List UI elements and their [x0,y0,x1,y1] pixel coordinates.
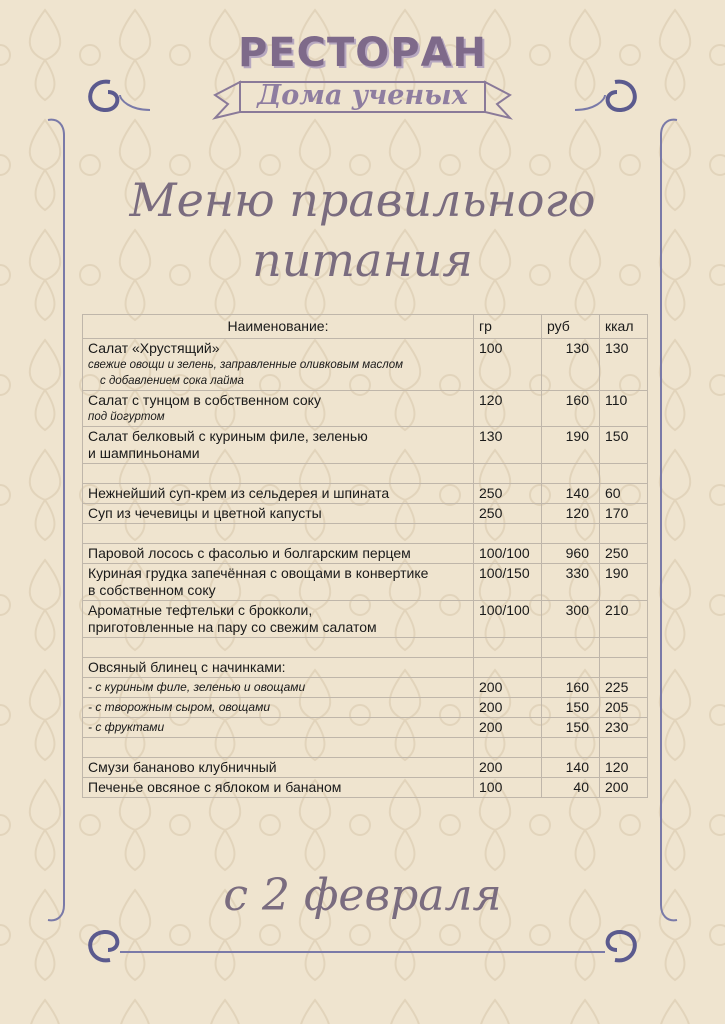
dish-price: 130 [542,339,600,391]
page-title-line2: питания [252,233,473,287]
dish-description: с добавлением сока лайма [100,375,244,387]
table-row [83,698,648,718]
table-row [83,391,648,427]
table-row [83,564,648,601]
dish-name: Смузи бананово клубничный [83,758,474,778]
dish-weight: 250 [474,504,542,524]
dish-weight: 130 [474,427,542,464]
dish-price: 300 [542,601,600,638]
dish-name: Печенье овсяное с яблоком и бананом [83,778,474,798]
header-rub: руб [542,315,600,339]
dish-weight: 200 [474,678,542,698]
table-row [83,758,648,778]
dish-weight: 100/150 [474,564,542,601]
dish-option: - с творожным сыром, овощами [83,698,474,718]
table-row [83,484,648,504]
dish-weight: 120 [474,391,542,427]
dish-price: 190 [542,427,600,464]
dish-kcal: 210 [600,601,648,638]
dish-kcal: 230 [600,718,648,738]
dish-kcal: 120 [600,758,648,778]
dish-name: Ароматные тефтельки с брокколи, [88,602,313,618]
table-row [83,678,648,698]
dish-price: 40 [542,778,600,798]
dish-price: 160 [542,391,600,427]
dish-name: Паровой лосось с фасолью и болгарским перцем [83,544,474,564]
dish-name: Суп из чечевицы и цветной капусты [83,504,474,524]
dish-option: - с куриным филе, зеленью и овощами [83,678,474,698]
dish-price: 150 [542,698,600,718]
dish-kcal: 110 [600,391,648,427]
dish-name: Салат белковый с куриным филе, зеленью [88,428,368,444]
dish-kcal: 200 [600,778,648,798]
page-title-line1: Меню правильного [129,173,596,227]
table-row [83,601,648,638]
dish-price: 140 [542,758,600,778]
dish-weight: 100/100 [474,601,542,638]
table-row [83,544,648,564]
dish-weight: 250 [474,484,542,504]
dish-option: - с фруктами [83,718,474,738]
spacer-row [83,738,648,758]
dish-kcal: 205 [600,698,648,718]
dish-weight: 100 [474,778,542,798]
header-kcal: ккал [600,315,648,339]
page-title [0,170,725,290]
dish-name: Нежнейший суп-крем из сельдерея и шпината [83,484,474,504]
menu-table [82,314,648,798]
spacer-row [83,638,648,658]
table-row [83,778,648,798]
dish-description: под йогуртом [88,411,165,423]
table-row [83,658,648,678]
dish-price: 120 [542,504,600,524]
dish-name: Салат с тунцом в собственном соку [88,392,321,408]
dish-weight: 200 [474,718,542,738]
dish-kcal: 170 [600,504,648,524]
table-row [83,427,648,464]
dish-kcal: 250 [600,544,648,564]
dish-kcal: 190 [600,564,648,601]
table-header-row [83,315,648,339]
dish-kcal: 150 [600,427,648,464]
restaurant-logo-subtitle: Дома ученых [257,80,468,111]
dish-name-cont: приготовленные на пару со свежим салатом [88,619,377,635]
spacer-row [83,524,648,544]
header-name: Наименование: [83,315,474,339]
dish-price: 140 [542,484,600,504]
dish-name-cont: в собственном соку [88,582,216,598]
dish-price: 960 [542,544,600,564]
dish-name: Куриная грудка запечённая с овощами в конвертике [88,565,429,581]
header-gr: гр [474,315,542,339]
dish-weight: 100 [474,339,542,391]
dish-kcal: 225 [600,678,648,698]
dish-name: Салат «Хрустящий» [88,340,220,356]
table-row [83,504,648,524]
dish-price: 150 [542,718,600,738]
spacer-row [83,464,648,484]
dish-weight: 100/100 [474,544,542,564]
start-date: с 2 февраля [223,870,502,921]
dish-price: 330 [542,564,600,601]
dish-kcal: 130 [600,339,648,391]
dish-kcal: 60 [600,484,648,504]
table-row [83,718,648,738]
dish-description: свежие овощи и зелень, заправленные оливковым маслом [88,359,404,371]
dish-weight: 200 [474,698,542,718]
restaurant-logo-title: РЕСТОРАН [237,30,488,76]
dish-name: Овсяный блинец с начинками: [83,658,474,678]
dish-weight: 200 [474,758,542,778]
dish-name-cont: и шампиньонами [88,445,200,461]
table-row [83,339,648,391]
dish-price: 160 [542,678,600,698]
